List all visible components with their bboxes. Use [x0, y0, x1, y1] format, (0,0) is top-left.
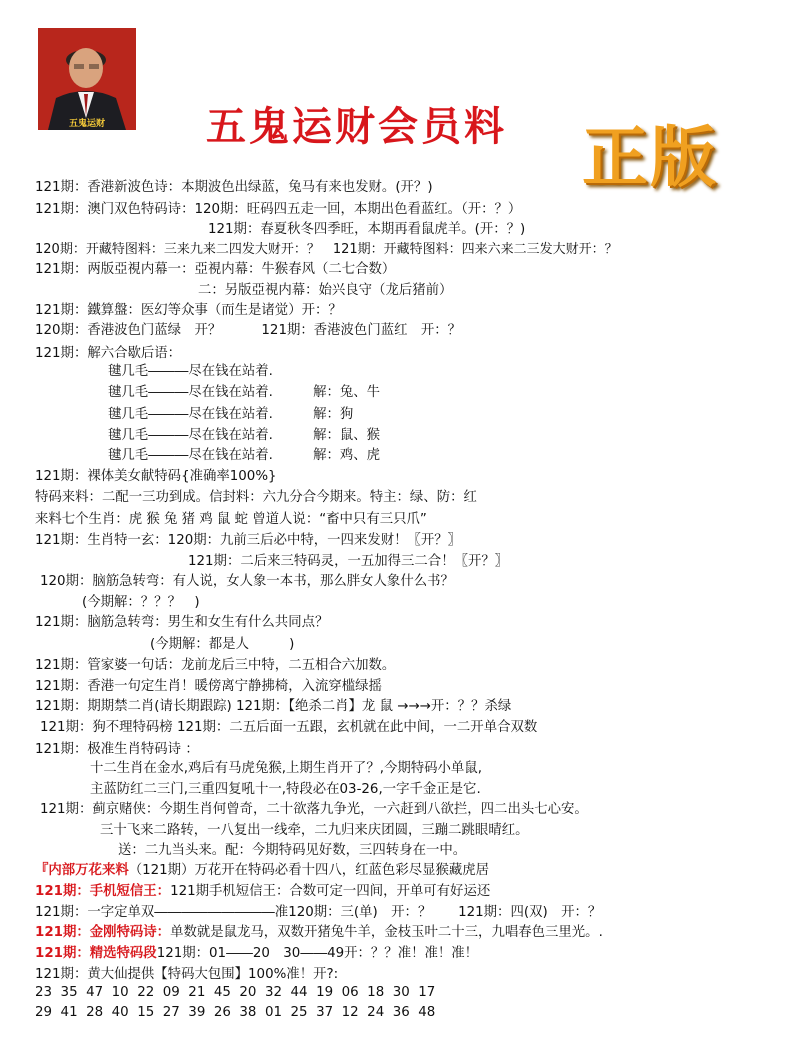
highlight-text: （121期）万花开在特码必看十四八，红蓝色彩尽显猴藏虎居: [128, 863, 490, 878]
highlight-label: 121期：精选特码段: [35, 946, 157, 961]
portrait-photo: [38, 28, 136, 130]
text-line: 120期：开藏特图料：三来九来二四发大财开：？ 121期：开藏特图料：四来六来二三发大财开：？: [35, 242, 618, 257]
genuine-stamp: 正版: [582, 119, 718, 196]
text-line: 121期：春夏秋冬四季旺，本期再看鼠虎羊。(开：？): [208, 222, 526, 237]
text-line: 121期：香港新波色诗：本期波色出绿蓝，兔马有来也发财。(开？): [35, 180, 433, 195]
highlight-line: [35, 860, 489, 882]
highlight-text: 单数就是鼠龙马，双数开猪兔牛羊，金枝玉叶二十三，九唱春色三里光。.: [170, 925, 603, 940]
highlight-line: [35, 922, 603, 944]
text-line: 120期：脑筋急转弯：有人说，女人象一本书，那么胖女人象什么书？: [40, 574, 454, 589]
text-line: 121期：裸体美女献特码{准确率100%}: [35, 469, 277, 484]
text-line: 特码来料：二配一三功到成。信封料：六九分合今期来。特主：绿、防：红: [35, 490, 477, 505]
highlight-text: 121期：01――20 30――49开：？？准！准！准！: [156, 946, 479, 961]
text-line: 毽几毛―――尽在钱在站着. 解：兔、牛: [108, 385, 381, 400]
photo-caption: 五鬼运财: [68, 119, 105, 129]
text-line: 121期：期期禁二肖(请长期跟踪) 121期：【绝杀二肖】龙 鼠 →→→开：？？杀绿: [35, 699, 512, 714]
text-line: 121期：鐵算盤：医幻等众事（而生是诸觉）开：？: [35, 303, 342, 318]
highlight-label: 121期：手机短信王：: [35, 884, 171, 899]
text-line: 毽几毛―――尽在钱在站着. 解：狗: [108, 407, 354, 422]
text-line: 121期：两版亞視内幕一：亞視内幕：牛猴春风（二七合数）: [35, 262, 396, 277]
text-line: 121期：脑筋急转弯：男生和女生有什么共同点？: [35, 615, 329, 630]
text-line: 121期：极准生肖特码诗 ：: [35, 742, 199, 757]
text-line: 十二生肖在金水,鸡后有马虎兔猴,上期生肖开了？,今期特码小单鼠,: [90, 761, 482, 776]
text-line: 送：二九当头来。配：今期特码见好数，三四转身在一中。: [118, 843, 467, 858]
text-line: 毽几毛―――尽在钱在站着. 解：鼠、猴: [108, 428, 381, 443]
highlight-label: 121期：金刚特码诗：: [35, 925, 171, 940]
number-row: 29 41 28 40 15 27 39 26 38 01 25 37 12 24 36 48: [35, 1005, 436, 1020]
highlight-text: 121期手机短信王：合数可定一四间，开单可有好运还: [170, 884, 491, 899]
text-line: 121期：二后来三特码灵，一五加得三二合！〖开？〗: [188, 554, 509, 569]
text-line: 二：另版亞視内幕：始兴良守（龙后猪前）: [198, 283, 453, 298]
text-line: 120期：香港波色门蓝绿 开？ 121期：香港波色门蓝红 开：？: [35, 323, 462, 338]
text-line: 三十飞来二路转，一八复出一线牵，二九归来庆团圆，三蹦二跳眼晴红。: [100, 823, 529, 838]
text-line: 121期：管家婆一句话：龙前龙后三中特，二五相合六加数。: [35, 658, 396, 673]
highlight-line: [35, 881, 490, 903]
number-row: 23 35 47 10 22 09 21 45 20 32 44 19 06 18 30 17: [35, 985, 436, 1000]
text-line: 121期：解六合歇后语：: [35, 346, 182, 361]
text-line: (今期解：？？？ ): [82, 595, 200, 610]
text-line: 121期：澳门双色特码诗：120期：旺码四五走一回，本期出色看蓝红。（开：？）: [35, 202, 522, 217]
text-line: 主蓝防红二三门,三重四复吼十一,特段必在03-26,一字千金正是它.: [90, 782, 481, 797]
text-line: 121期：黄大仙提供【特码大包围】100%准！开?:: [35, 967, 339, 982]
text-line: 121期：香港一句定生肖！暖傍离宁静拂椅，入流穿槛绿摇: [35, 679, 382, 694]
text-line: 121期：狗不理特码榜 121期：二五后面一五跟，玄机就在此中间，一二开单合双数: [40, 720, 538, 735]
text-line: 来料七个生肖：虎 猴 兔 猪 鸡 鼠 蛇 曾道人说：“畜中只有三只爪”: [35, 512, 427, 527]
text-line: 毽几毛―――尽在钱在站着.: [108, 364, 273, 379]
text-line: 121期：一字定单双―――――――――准120期：三(单) 开：？ 121期：四(双) 开：？: [35, 905, 602, 920]
text-line: 毽几毛―――尽在钱在站着. 解：鸡、虎: [108, 448, 381, 463]
text-line: (今期解：都是人 ): [150, 637, 295, 652]
text-line: 121期：蓟京赌侠：今期生肖何曾奇，二十欲落九争光，一六赶到八欲拦，四二出头七心安。: [40, 802, 588, 817]
highlight-line: [35, 943, 478, 965]
text-line: 121期：生肖特一玄：120期：九前三后必中特，一四来发财！〖开？〗: [35, 533, 462, 548]
highlight-label: 『内部万花来料: [35, 863, 129, 878]
page-title: 五鬼运财会员料: [206, 104, 507, 150]
